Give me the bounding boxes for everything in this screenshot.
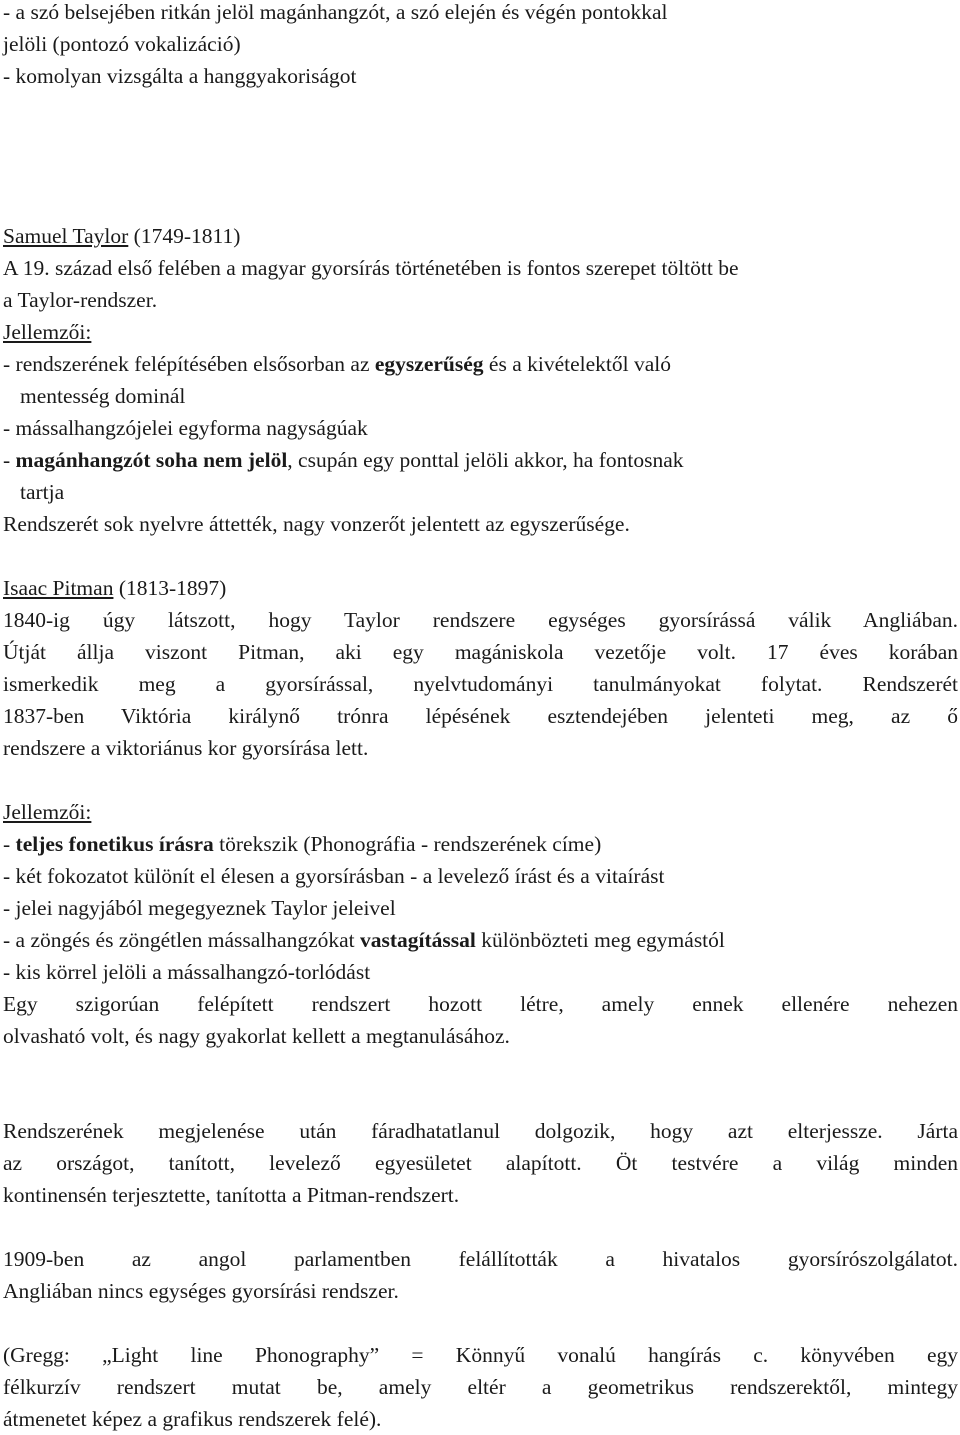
feature-item: - kis körrel jelöli a mássalhangzó-torlódást: [3, 960, 371, 984]
text-line: Egy szigorúan felépített rendszert hozott létre, amely ennek ellenére nehezen: [3, 992, 958, 1016]
heading-years: (1813-1897): [113, 576, 227, 600]
text-line: 1837-ben Viktória királynő trónra lépésének esztendejében jelenteti meg, az ő: [3, 704, 958, 728]
text-line: - a szó belsejében ritkán jelöl magánhangzót, a szó elején és végén pontokkal: [3, 0, 668, 24]
feature-continuation: tartja: [20, 480, 65, 504]
text-line: Rendszerét sok nyelvre áttették, nagy vonzerőt jelentett az egyszerűsége.: [3, 512, 630, 536]
feature-text: és a kivételektől való: [483, 352, 672, 376]
features-title: [3, 316, 91, 348]
text-line: Rendszerének megjelenése után fáradhatatlanul dolgozik, hogy azt elterjessze. Járta: [3, 1119, 958, 1143]
text-line: 1909-ben az angol parlamentben felállították a hivatalos gyorsírószolgálatot.: [3, 1247, 958, 1271]
text-line: 1840-ig úgy látszott, hogy Taylor rendszere egységes gyorsírássá válik Angliában.: [3, 608, 958, 632]
text-line: ismerkedik meg a gyorsírással, nyelvtudományi tanulmányokat folytat. Rendszerét: [3, 672, 958, 696]
text-line: A 19. század első felében a magyar gyorsírás történetében is fontos szerepet töltött be: [3, 256, 739, 280]
features-title: [3, 796, 91, 828]
heading-name: Isaac Pitman: [3, 576, 114, 600]
text-line: rendszere a viktoriánus kor gyorsírása lett.: [3, 736, 369, 760]
features-title-text: Jellemzői:: [3, 320, 92, 344]
text-line: kontinensén terjesztette, tanította a Pitman-rendszert.: [3, 1183, 460, 1207]
text-line: félkurzív rendszert mutat be, amely eltér a geometrikus rendszerektől, mintegy: [3, 1375, 958, 1399]
text-line: (Gregg: „Light line Phonography” = Könnyű vonalú hangírás c. könyvében egy: [3, 1343, 958, 1367]
heading-years: (1749-1811): [128, 224, 241, 248]
text-line: jelöli (pontozó vokalizáció): [3, 32, 241, 56]
feature-item: [3, 444, 684, 476]
feature-item: [3, 348, 671, 380]
feature-text: -: [3, 448, 16, 472]
text-line: az országot, tanított, levelező egyesületet alapított. Öt testvére a világ minden: [3, 1151, 958, 1175]
feature-emphasis: egyszerűség: [374, 352, 484, 376]
feature-emphasis: magánhangzót soha nem jelöl: [15, 448, 288, 472]
feature-text: törekszik (Phonográfia - rendszerének címe): [213, 832, 602, 856]
section-heading-taylor: [3, 220, 240, 252]
text-line: a Taylor-rendszer.: [3, 288, 158, 312]
text-line: Angliában nincs egységes gyorsírási rendszer.: [3, 1279, 399, 1303]
feature-emphasis: teljes fonetikus írásra: [15, 832, 214, 856]
feature-item: [3, 828, 601, 860]
heading-name: Samuel Taylor: [3, 224, 129, 248]
text-line: olvasható volt, és nagy gyakorlat kellett a megtanulásához.: [3, 1024, 510, 1048]
text-line: Útját állja viszont Pitman, aki egy magániskola vezetője volt. 17 éves korában: [3, 640, 958, 664]
feature-text: - a zöngés és zöngétlen mássalhangzókat: [3, 928, 361, 952]
features-title-text: Jellemzői:: [3, 800, 92, 824]
feature-text: különbözteti meg egymástól: [475, 928, 725, 952]
feature-item: - mássalhangzójelei egyforma nagyságúak: [3, 416, 368, 440]
feature-text: , csupán egy ponttal jelöli akkor, ha fontosnak: [287, 448, 684, 472]
feature-item: - jelei nagyjából megegyeznek Taylor jeleivel: [3, 896, 396, 920]
feature-item: - két fokozatot különít el élesen a gyorsírásban - a levelező írást és a vitaírást: [3, 864, 665, 888]
feature-emphasis: vastagítással: [360, 928, 476, 952]
text-line: átmenetet képez a grafikus rendszerek felé).: [3, 1407, 382, 1431]
section-heading-pitman: [3, 572, 226, 604]
text-line: - komolyan vizsgálta a hanggyakoriságot: [3, 64, 357, 88]
feature-text: - rendszerének felépítésében elsősorban az: [3, 352, 375, 376]
feature-continuation: mentesség dominál: [20, 384, 186, 408]
feature-text: -: [3, 832, 16, 856]
feature-item: [3, 924, 725, 956]
